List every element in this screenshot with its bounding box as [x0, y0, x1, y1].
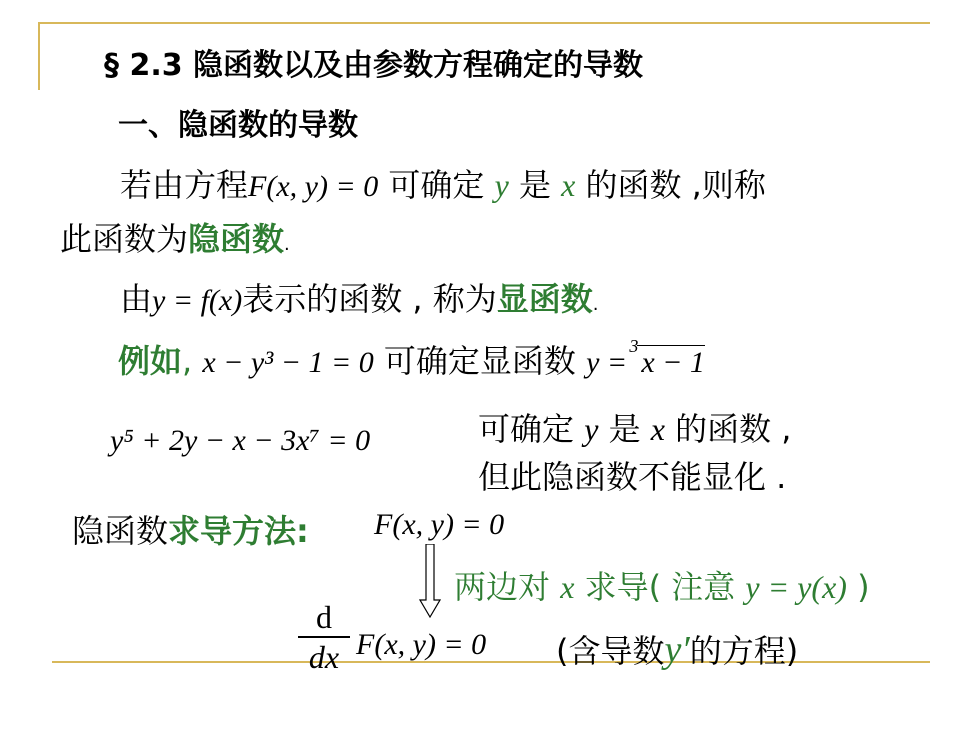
derivative-fraction	[298, 600, 350, 674]
para1-suffix: 的函数 ,则称	[585, 166, 766, 204]
example-mid: 可确定显函数	[383, 342, 576, 380]
page-title: § 2.3 隐函数以及由参数方程确定的导数	[104, 48, 644, 83]
example-line	[118, 336, 705, 382]
para1-line2-text: 此函数为	[60, 220, 189, 258]
para1-mid1: 可确定	[388, 166, 485, 204]
top-rule	[38, 22, 930, 24]
step-line	[454, 562, 870, 608]
note-y-prime: y′	[664, 629, 690, 671]
example2-line1	[478, 404, 791, 450]
para2	[120, 274, 599, 320]
root-index: 3	[629, 336, 639, 356]
para2-mid: 表示的函数 , 称为	[242, 280, 497, 318]
explicit-function-term: 显函数	[496, 280, 593, 318]
method-equation: F(x, y) = 0	[374, 508, 505, 541]
example2-var-x: x	[650, 411, 665, 447]
fraction-numerator: d	[316, 599, 332, 635]
note-a: (含导数	[556, 632, 665, 670]
example2-line2: 但此隐函数不能显化 .	[478, 458, 787, 496]
fraction-denominator: dx	[308, 639, 340, 675]
para1-prefix: 若由方程	[120, 166, 249, 204]
example-result-lhs: y =	[586, 346, 628, 379]
root-body: x − 1	[637, 345, 705, 379]
derivative-equation: F(x, y) = 0	[356, 628, 487, 661]
para2-prefix: 由	[120, 280, 153, 318]
para2-equation: y = f(x)	[152, 284, 243, 317]
example-label: 例如	[118, 342, 183, 380]
example2-line1-a: 可确定	[478, 410, 575, 448]
step-text-a: 两边对	[454, 568, 551, 606]
example2-line1-b: 是	[608, 410, 641, 448]
step-text-c: )	[857, 568, 870, 606]
left-rule	[38, 22, 40, 90]
note-b: 的方程)	[689, 632, 799, 670]
step-equation: y = y(x)	[745, 569, 847, 605]
bottom-rule	[52, 661, 930, 663]
method-prefix: 隐函数	[72, 512, 169, 550]
para1-line2-end: .	[284, 234, 290, 255]
implicit-function-term: 隐函数	[188, 220, 285, 258]
example-equation: x − y³ − 1 = 0	[202, 346, 374, 379]
step-text-b: 求导( 注意	[584, 568, 736, 606]
para1-line2	[60, 214, 290, 260]
para1-equation: F(x, y) = 0	[248, 170, 379, 203]
method-line	[72, 506, 309, 552]
cube-root	[629, 336, 705, 380]
example2-line1-c: 的函数 ,	[675, 410, 792, 448]
fraction-bar	[298, 636, 350, 638]
para1-var-x: x	[561, 167, 576, 203]
example2-equation: y⁵ + 2y − x − 3x⁷ = 0	[110, 424, 371, 457]
method-term: 求导方法:	[168, 512, 309, 550]
example2-var-y: y	[584, 411, 599, 447]
down-hollow-arrow-icon	[419, 544, 441, 618]
para1-mid2: 是	[518, 166, 551, 204]
para1-line1	[120, 160, 766, 206]
para1-var-y: y	[494, 167, 509, 203]
derivative-note	[556, 626, 798, 672]
para2-end: .	[592, 294, 599, 315]
step-var-x: x	[560, 569, 575, 605]
section-heading: 一、隐函数的导数	[118, 108, 358, 143]
example-comma: ,	[182, 342, 193, 380]
